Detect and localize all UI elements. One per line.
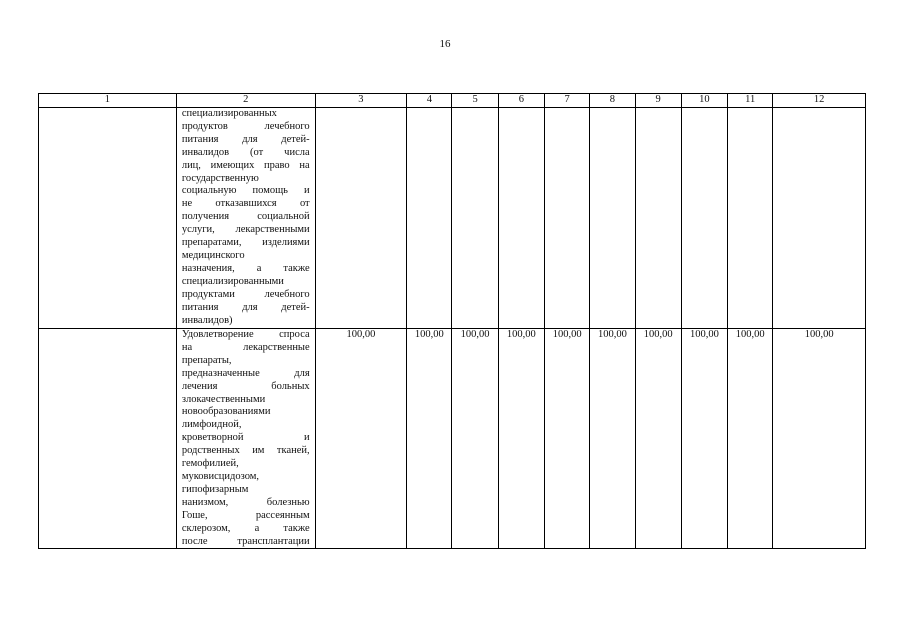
description-line: государственную bbox=[181, 172, 259, 184]
description-line: на лекарственные bbox=[181, 341, 310, 353]
column-header-4: 4 bbox=[407, 94, 452, 108]
value-cell: 100,00 bbox=[498, 329, 544, 549]
table-cell bbox=[773, 108, 866, 329]
description-line: услуги, лекарственными bbox=[181, 224, 310, 236]
description-line: продуктов лечебного bbox=[181, 120, 310, 132]
description-line: специализированных bbox=[181, 108, 277, 119]
indicator-description bbox=[176, 329, 315, 549]
table-cell bbox=[407, 108, 452, 329]
description-line: муковисцидозом, bbox=[181, 470, 260, 482]
description-line: родственных им тканей, bbox=[181, 445, 310, 457]
description-line: после трансплантации bbox=[181, 535, 310, 547]
page-number: 16 bbox=[439, 38, 451, 50]
table-cell bbox=[728, 108, 773, 329]
value-cell: 100,00 bbox=[407, 329, 452, 549]
description-line: склерозом, а также bbox=[181, 522, 310, 534]
description-line: получения социальной bbox=[181, 211, 310, 223]
description-line: гипофизарным bbox=[181, 483, 249, 495]
description-line: Удовлетворение спроса bbox=[181, 329, 310, 340]
column-header-10: 10 bbox=[681, 94, 727, 108]
indicator-description bbox=[176, 108, 315, 329]
header-row bbox=[39, 94, 866, 108]
value-cell: 100,00 bbox=[545, 329, 590, 549]
description-line: лимфоидной, bbox=[181, 419, 242, 431]
column-header-8: 8 bbox=[590, 94, 635, 108]
description-line: инвалидов) bbox=[181, 314, 233, 326]
description-line: лиц, имеющих право на bbox=[181, 159, 310, 171]
description-line: социальную помощь и bbox=[181, 185, 310, 197]
column-header-11: 11 bbox=[728, 94, 773, 108]
column-header-3: 3 bbox=[315, 94, 407, 108]
column-header-2: 2 bbox=[176, 94, 315, 108]
table-cell bbox=[545, 108, 590, 329]
description-line: нанизмом, болезнью bbox=[181, 496, 310, 508]
column-header-1: 1 bbox=[39, 94, 177, 108]
table-cell bbox=[498, 108, 544, 329]
column-header-5: 5 bbox=[452, 94, 498, 108]
table-row bbox=[39, 108, 866, 329]
column-header-6: 6 bbox=[498, 94, 544, 108]
table-cell bbox=[681, 108, 727, 329]
description-line: препаратами, изделиями bbox=[181, 237, 310, 249]
description-line: медицинского bbox=[181, 249, 245, 261]
description-line: лечения больных bbox=[181, 380, 310, 392]
value-cell: 100,00 bbox=[635, 329, 681, 549]
description-line: специализированными bbox=[181, 275, 284, 287]
column-header-7: 7 bbox=[545, 94, 590, 108]
description-line: кроветворной и bbox=[181, 432, 310, 444]
table-cell bbox=[39, 329, 177, 549]
column-header-12: 12 bbox=[773, 94, 866, 108]
description-line: гемофилией, bbox=[181, 458, 239, 470]
description-line: питания для детей- bbox=[181, 133, 310, 145]
table-cell bbox=[635, 108, 681, 329]
value-cell: 100,00 bbox=[590, 329, 635, 549]
table-row bbox=[39, 329, 866, 549]
description-line: продуктами лечебного bbox=[181, 288, 310, 300]
value-cell: 100,00 bbox=[315, 329, 407, 549]
description-line: Гоше, рассеянным bbox=[181, 509, 310, 521]
value-cell: 100,00 bbox=[773, 329, 866, 549]
description-line: новообразованиями bbox=[181, 406, 271, 418]
description-line: назначения, а также bbox=[181, 262, 310, 274]
table-cell bbox=[315, 108, 407, 329]
description-line: инвалидов (от числа bbox=[181, 146, 310, 158]
description-line: питания для детей- bbox=[181, 301, 310, 313]
description-line: препараты, bbox=[181, 354, 232, 366]
value-cell: 100,00 bbox=[681, 329, 727, 549]
description-line: предназначенные для bbox=[181, 367, 310, 379]
table-cell bbox=[452, 108, 498, 329]
description-line: злокачественными bbox=[181, 393, 266, 405]
table-cell bbox=[39, 108, 177, 329]
table-cell bbox=[590, 108, 635, 329]
data-table bbox=[38, 93, 866, 549]
value-cell: 100,00 bbox=[452, 329, 498, 549]
value-cell: 100,00 bbox=[728, 329, 773, 549]
column-header-9: 9 bbox=[635, 94, 681, 108]
description-line: не отказавшихся от bbox=[181, 198, 310, 210]
